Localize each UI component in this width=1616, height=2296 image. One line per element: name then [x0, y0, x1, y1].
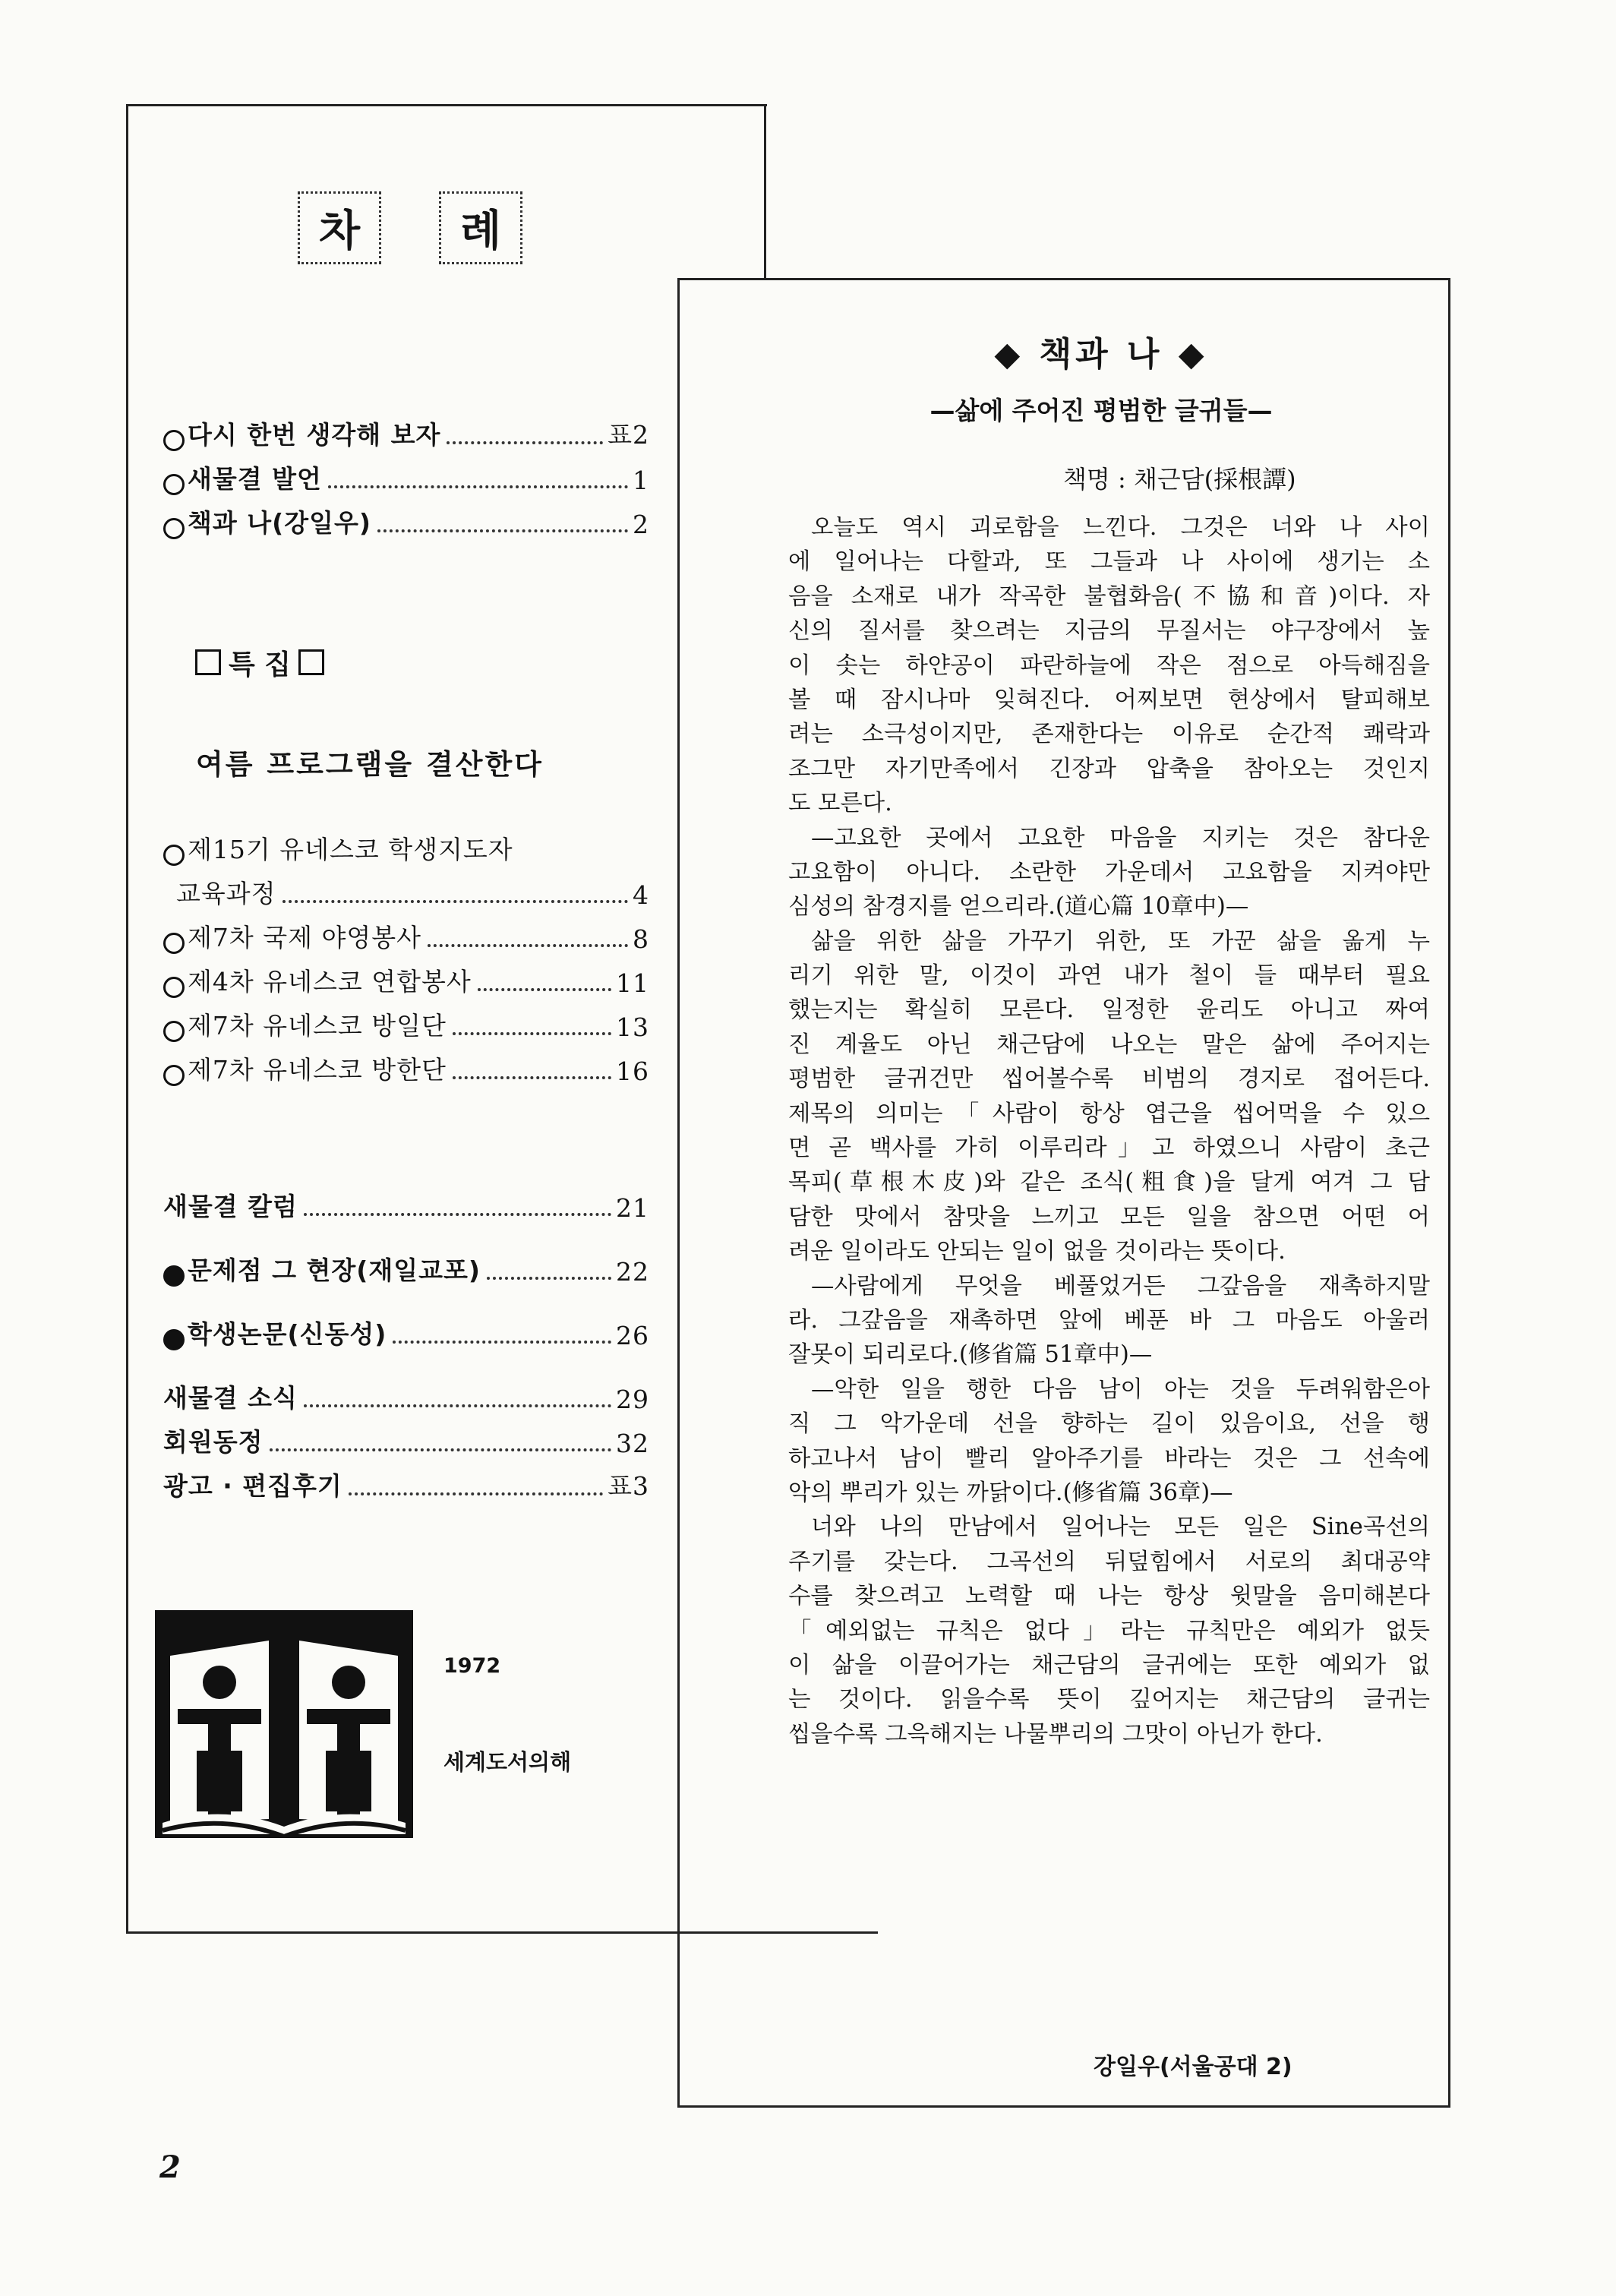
toc-item-page: 2 [633, 510, 649, 539]
toc-item[interactable] [163, 1309, 649, 1350]
dot-leader [453, 1076, 611, 1079]
toc-item-page: 29 [616, 1385, 649, 1414]
left-frame-left [126, 104, 128, 1931]
open-circle-icon [163, 474, 185, 495]
toc-item-page: 26 [616, 1321, 649, 1350]
open-circle-icon [163, 1021, 185, 1042]
filled-circle-icon [163, 1265, 185, 1287]
article-line: 악의 뿌리가 있는 까닭이다.(修省篇 36章)— [788, 1479, 1233, 1506]
article-line: 「예외없는 규칙은 없다」라는 규칙만은 예외가 없듯 [788, 1617, 1430, 1644]
toc-item-label: 새물결 소식 [163, 1383, 298, 1413]
article-line: 오늘도 역시 괴로함을 느낀다. 그것은 너와 나 사이 [811, 514, 1430, 541]
article-line: —사람에게 무엇을 베풀었거든 그갚음을 재촉하지말 [811, 1272, 1430, 1300]
toc-item-label: 학생논문(신동성) [188, 1319, 387, 1349]
contents-title-right: 례 [439, 191, 522, 264]
toc-item-label: 제4차 유네스코 연합봉사 [188, 967, 472, 996]
toc-item-label: 문제점 그 현장(재일교포) [188, 1255, 481, 1285]
special-label-text: 특 집 [229, 649, 292, 681]
article-line: 면 곧 백사를 가히 이루리라」고 하였으니 사람이 초근 [788, 1135, 1430, 1162]
article-line: 했는지는 확실히 모른다. 일정한 윤리도 아니고 짜여 [788, 996, 1430, 1024]
dot-leader [453, 1032, 611, 1035]
toc-item-page: 13 [616, 1012, 649, 1042]
article-line: 직 그 악가운데 선을 향하는 길이 있음이요, 선을 행 [788, 1410, 1430, 1438]
toc-item[interactable] [163, 1001, 649, 1042]
open-circle-icon [163, 977, 185, 998]
open-circle-icon [163, 430, 185, 451]
toc-item-label: 제15기 유네스코 학생지도자 [188, 835, 513, 864]
contents-title-left: 차 [298, 191, 381, 264]
toc-item-label: 제7차 유네스코 방일단 [188, 1011, 447, 1041]
square-icon [298, 649, 324, 675]
dot-leader [328, 485, 628, 488]
article-line: 신의 질서를 찾으려는 지금의 무질서는 야구장에서 높 [788, 617, 1430, 645]
toc-item-label: 제7차 국제 야영봉사 [188, 923, 421, 952]
toc-item[interactable] [163, 1246, 649, 1287]
open-circle-icon [163, 933, 185, 954]
article-line: —악한 일을 행한 다음 남이 아는 것을 두려워함은아 [811, 1375, 1430, 1403]
dot-leader [428, 944, 628, 947]
dot-leader [304, 1404, 611, 1407]
toc-item-page: 32 [616, 1429, 649, 1458]
article-line: 심성의 참경지를 얻으리라.(道心篇 10章中)— [788, 893, 1249, 921]
article-line: 목피(草根木皮)와 같은 조식(粗食)을 달게 여겨 그 담 [788, 1169, 1430, 1196]
toc-item-page: 16 [616, 1056, 649, 1086]
article-line: —고요한 곳에서 고요한 마음을 지키는 것은 참다운 [811, 824, 1430, 851]
article-line: 려는 소극성이지만, 존재한다는 이유로 순간적 쾌락과 [788, 721, 1430, 748]
open-circle-icon [163, 845, 185, 866]
toc-item[interactable] [163, 1045, 649, 1086]
toc-item-label: 새물결 발언 [188, 464, 322, 494]
article-line: 라. 그갚음을 재촉하면 앞에 베푼 바 그 마음도 아울러 [788, 1306, 1430, 1334]
dot-leader [478, 988, 611, 991]
dot-leader [270, 1448, 611, 1451]
article-line: 도 모른다. [788, 790, 892, 817]
article-subtitle: —삶에 주어진 평범한 글귀들— [930, 396, 1273, 425]
toc-item-label: 책과 나(강일우) [188, 508, 371, 538]
dot-leader [282, 900, 628, 903]
toc-item[interactable] [163, 410, 649, 451]
article-line: 삶을 위한 삶을 가꾸기 위한, 또 가꾼 삶을 옮게 누 [811, 927, 1430, 955]
toc-item-page: 22 [616, 1257, 649, 1287]
article-author: 강일우(서울공대 2) [1094, 2054, 1292, 2080]
left-frame-top [126, 104, 767, 106]
section-heading: 여름 프로그램을 결산한다 [196, 748, 544, 781]
toc-item[interactable] [163, 1417, 649, 1458]
book-year-logo-icon [155, 1610, 413, 1838]
article-line: 려운 일이라도 안되는 일이 없을 것이라는 뜻이다. [788, 1238, 1286, 1265]
open-circle-icon [163, 518, 185, 539]
logo-caption: 세계도서의해 [443, 1749, 572, 1775]
toc-item[interactable] [163, 825, 649, 866]
dot-leader [447, 441, 603, 444]
article-line: 볼 때 잠시나마 잊혀진다. 어찌보면 현상에서 탈피해보 [788, 686, 1430, 713]
dot-leader [349, 1492, 603, 1495]
article-line: 씹을수록 그윽해지는 나물뿌리의 그맛이 아닌가 한다. [788, 1720, 1323, 1748]
article-line: 이 솟는 하얀공이 파란하늘에 작은 점으로 아득해짐을 [788, 652, 1430, 679]
square-icon [195, 649, 221, 675]
toc-item-page: 21 [616, 1193, 649, 1223]
article-line: 고요함이 아니다. 소란한 가운데서 고요함을 지켜야만 [788, 858, 1430, 886]
toc-item-page: 8 [633, 924, 649, 954]
toc-item[interactable] [163, 1461, 649, 1502]
toc-item-page: 11 [616, 968, 649, 998]
toc-item[interactable] [163, 957, 649, 998]
article-line: 너와 나의 만남에서 일어나는 모든 일은 Sine곡선의 [811, 1514, 1430, 1541]
toc-item-label: 새물결 칼럼 [163, 1192, 298, 1221]
toc-item[interactable] [163, 1182, 649, 1223]
dot-leader [377, 529, 628, 532]
left-frame-right [764, 104, 766, 279]
dot-leader [304, 1213, 611, 1216]
article-line: 잘못이 되리로다.(修省篇 51章中)— [788, 1341, 1153, 1369]
logo-year: 1972 [443, 1654, 501, 1678]
article-title: ◆ 책과 나 ◆ [994, 335, 1208, 374]
article-line: 제목의 의미는「사람이 항상 엽근을 씹어먹을 수 있으 [788, 1100, 1430, 1127]
toc-item-label: 광고 · 편집후기 [163, 1471, 342, 1501]
book-name: 책명 : 채근담(採根譚) [1063, 465, 1296, 494]
filled-circle-icon [163, 1329, 185, 1350]
open-circle-icon [163, 1065, 185, 1086]
toc-item[interactable] [163, 913, 649, 954]
article-line: 평범한 글귀건만 씹어볼수록 비범의 경지로 접어든다. [788, 1066, 1430, 1093]
toc-item-label: 회원동정 [163, 1427, 264, 1457]
article-line: 진 계율도 아닌 채근담에 나오는 말은 삶에 주어지는 [788, 1031, 1430, 1058]
article-line: 주기를 갖는다. 그곡선의 뒤덮힘에서 서로의 최대공약 [788, 1548, 1430, 1575]
page-number: 2 [159, 2149, 181, 2185]
toc-item-page: 표3 [608, 1471, 649, 1501]
toc-item-label: 제7차 유네스코 방한단 [188, 1055, 447, 1085]
article-line: 담한 맛에서 참맛을 느끼고 모든 일을 참으면 어떤 어 [788, 1203, 1430, 1230]
article-line: 는 것이다. 읽을수록 뜻이 깊어지는 채근담의 글귀는 [788, 1686, 1430, 1713]
toc-item[interactable] [163, 454, 649, 495]
article-line: 수를 찾으려고 노력할 때 나는 항상 윗말을 음미해본다 [788, 1583, 1430, 1610]
toc-item[interactable] [163, 498, 649, 539]
toc-item-page: 4 [633, 880, 649, 910]
toc-item-label: 다시 한번 생각해 보자 [188, 420, 441, 450]
toc-item-continued[interactable] [176, 869, 649, 910]
article-line: 조그만 자기만족에서 긴장과 압축을 참아오는 것인지 [788, 755, 1430, 782]
article-line: 에 일어나는 다할과, 또 그들과 나 사이에 생기는 소 [788, 548, 1430, 576]
special-section-label [195, 643, 377, 682]
toc-item-page: 1 [633, 466, 649, 495]
article-line: 하고나서 남이 빨리 알아주기를 바라는 것은 그 선속에 [788, 1445, 1430, 1472]
toc-item-page: 표2 [608, 420, 649, 450]
toc-item[interactable] [163, 1373, 649, 1414]
article-line: 이 삶을 이끌어가는 채근담의 글귀에는 또한 예외가 없 [788, 1651, 1430, 1679]
dot-leader [487, 1277, 611, 1280]
article-line: 리기 위한 말, 이것이 과연 내가 철이 들 때부터 필요 [788, 962, 1430, 990]
dot-leader [393, 1341, 611, 1344]
toc-item-label: 교육과정 [176, 879, 276, 908]
article-line: 음을 소재로 내가 작곡한 불협화음(不協和音)이다. 자 [788, 583, 1430, 610]
article-body [788, 510, 1430, 1751]
